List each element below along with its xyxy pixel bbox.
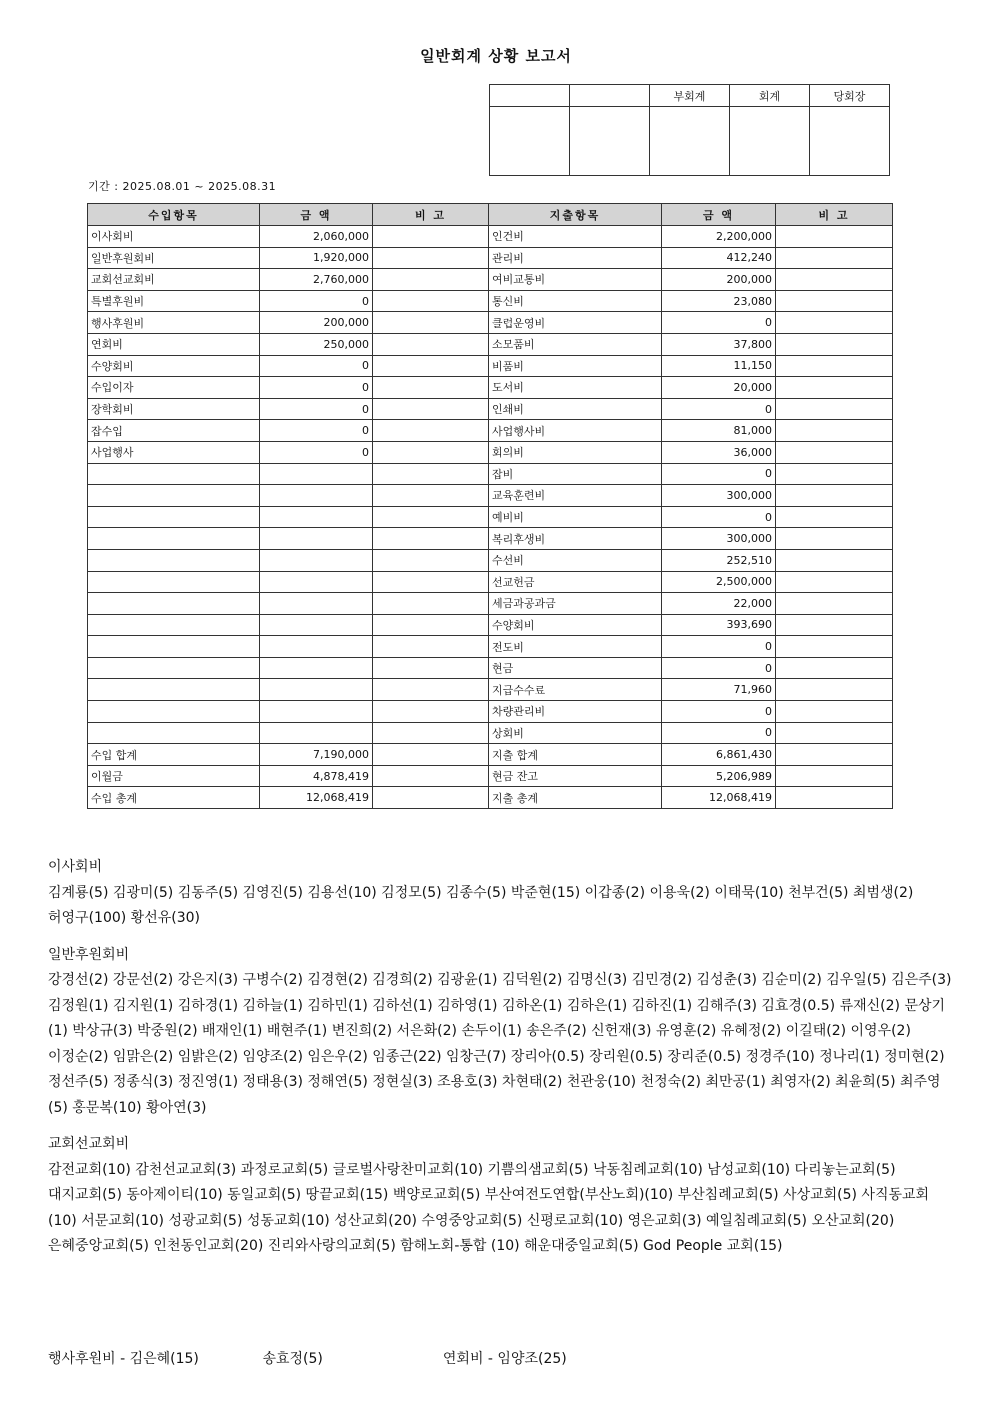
page-title: 일반회계 상황 보고서 bbox=[420, 47, 572, 65]
table-row bbox=[88, 593, 893, 615]
table-row bbox=[88, 333, 893, 355]
income-item: 이월금 bbox=[88, 765, 260, 787]
section-heading: 이사회비 bbox=[48, 859, 103, 875]
table-row bbox=[88, 636, 893, 658]
income-amount: 200,000 bbox=[260, 312, 373, 334]
expense-amount: 6,861,430 bbox=[662, 744, 776, 766]
expense-item: 비품비 bbox=[489, 355, 662, 377]
expense-item: 관리비 bbox=[489, 247, 662, 269]
table-row bbox=[88, 506, 893, 528]
income-amount bbox=[260, 593, 373, 615]
expense-amount: 0 bbox=[662, 657, 776, 679]
ledger-table bbox=[87, 203, 893, 809]
expense-item: 수선비 bbox=[489, 549, 662, 571]
income-amount: 0 bbox=[260, 398, 373, 420]
expense-item: 교육훈련비 bbox=[489, 485, 662, 507]
footer-line bbox=[48, 1348, 567, 1368]
expense-note bbox=[776, 549, 893, 571]
expense-amount: 0 bbox=[662, 312, 776, 334]
income-amount bbox=[260, 614, 373, 636]
expense-amount: 2,500,000 bbox=[662, 571, 776, 593]
expense-item: 인쇄비 bbox=[489, 398, 662, 420]
income-note bbox=[373, 528, 489, 550]
income-item: 특별후원비 bbox=[88, 290, 260, 312]
expense-item: 복리후생비 bbox=[489, 528, 662, 550]
expense-note bbox=[776, 377, 893, 399]
expense-amount: 20,000 bbox=[662, 377, 776, 399]
expense-item: 인건비 bbox=[489, 226, 662, 248]
table-row bbox=[88, 290, 893, 312]
expense-note bbox=[776, 398, 893, 420]
table-row bbox=[88, 549, 893, 571]
income-amount: 250,000 bbox=[260, 333, 373, 355]
expense-amount: 0 bbox=[662, 722, 776, 744]
income-amount bbox=[260, 485, 373, 507]
income-note bbox=[373, 744, 489, 766]
expense-note bbox=[776, 765, 893, 787]
income-item-header: 수입항목 bbox=[88, 204, 260, 226]
income-item bbox=[88, 722, 260, 744]
approval-cell: 회계 bbox=[730, 85, 810, 107]
event-support-note: 행사후원비 - 김은혜(15) bbox=[48, 1351, 199, 1367]
expense-item: 세금과공과금 bbox=[489, 593, 662, 615]
income-item bbox=[88, 485, 260, 507]
income-item: 행사후원비 bbox=[88, 312, 260, 334]
income-item: 수입이자 bbox=[88, 377, 260, 399]
income-note bbox=[373, 312, 489, 334]
income-amount: 0 bbox=[260, 420, 373, 442]
signature-cell bbox=[650, 107, 730, 176]
expense-amount: 81,000 bbox=[662, 420, 776, 442]
income-amount: 0 bbox=[260, 355, 373, 377]
expense-note bbox=[776, 528, 893, 550]
expense-item: 여비교통비 bbox=[489, 269, 662, 291]
income-item bbox=[88, 463, 260, 485]
expense-item: 지출 합계 bbox=[489, 744, 662, 766]
signature-cell bbox=[730, 107, 810, 176]
expense-amount: 37,800 bbox=[662, 333, 776, 355]
expense-note-header: 비 고 bbox=[776, 204, 893, 226]
expense-note bbox=[776, 247, 893, 269]
expense-note bbox=[776, 593, 893, 615]
expense-note bbox=[776, 226, 893, 248]
income-amount: 1,920,000 bbox=[260, 247, 373, 269]
income-item: 수양회비 bbox=[88, 355, 260, 377]
expense-amount: 36,000 bbox=[662, 441, 776, 463]
income-item: 수입 합계 bbox=[88, 744, 260, 766]
expense-amount: 300,000 bbox=[662, 485, 776, 507]
income-note-header: 비 고 bbox=[373, 204, 489, 226]
expense-item: 선교헌금 bbox=[489, 571, 662, 593]
expense-note bbox=[776, 679, 893, 701]
expense-item-header: 지출항목 bbox=[489, 204, 662, 226]
income-item bbox=[88, 701, 260, 723]
expense-note bbox=[776, 744, 893, 766]
expense-amount: 11,150 bbox=[662, 355, 776, 377]
annual-fee-note: 연회비 - 임양조(25) bbox=[442, 1351, 567, 1367]
section-body: 감전교회(10) 감천선교교회(3) 과정로교회(5) 글로벌사랑찬미교회(10) 기쁨의샘교회(5) 낙동침례교회(10) 남성교회(10) 다리놓는교회(5) 대지교회(5) 동아제이티(10) 동일교회(5) 땅끝교회(15) 백양로교회(5) 부산여전도연합(부산노회)(10) 부산침례교회(5) 사상교회(5) 사직동교회(10) 서문교회(10) 성광교회(5) 성동교회(10) 성산교회(20) 수영중앙교회(5) 신평로교회(10) 영은교회(3) 예일침례교회(5) 오산교회(20) 은혜중앙교회(5) 인천동인교회(20) 진리와사랑의교회(5) 함해노회-통합 (10) 해운대중일교회(5) God People 교회(15) bbox=[48, 1161, 930, 1254]
table-row bbox=[88, 377, 893, 399]
expense-note bbox=[776, 506, 893, 528]
signature-cell bbox=[490, 107, 570, 176]
income-note bbox=[373, 571, 489, 593]
income-item: 교회선교회비 bbox=[88, 269, 260, 291]
table-row bbox=[88, 571, 893, 593]
income-note bbox=[373, 420, 489, 442]
income-item: 사업행사 bbox=[88, 441, 260, 463]
expense-note bbox=[776, 787, 893, 809]
income-note bbox=[373, 679, 489, 701]
income-amount: 0 bbox=[260, 377, 373, 399]
income-note bbox=[373, 269, 489, 291]
table-row bbox=[88, 765, 893, 787]
income-amount: 7,190,000 bbox=[260, 744, 373, 766]
approval-cell bbox=[490, 85, 570, 107]
income-item bbox=[88, 549, 260, 571]
table-row bbox=[88, 679, 893, 701]
table-row bbox=[88, 226, 893, 248]
table-row bbox=[88, 657, 893, 679]
expense-item: 클럽운영비 bbox=[489, 312, 662, 334]
expense-note bbox=[776, 312, 893, 334]
expense-note bbox=[776, 571, 893, 593]
table-row bbox=[88, 420, 893, 442]
table-row bbox=[88, 701, 893, 723]
section-heading: 교회선교회비 bbox=[48, 1136, 130, 1152]
income-item bbox=[88, 506, 260, 528]
expense-amount: 71,960 bbox=[662, 679, 776, 701]
expense-amount: 0 bbox=[662, 398, 776, 420]
income-amount bbox=[260, 657, 373, 679]
table-row bbox=[88, 463, 893, 485]
expense-note bbox=[776, 355, 893, 377]
income-amount: 2,060,000 bbox=[260, 226, 373, 248]
expense-note bbox=[776, 485, 893, 507]
expense-amount: 200,000 bbox=[662, 269, 776, 291]
income-amount bbox=[260, 722, 373, 744]
section-general-support bbox=[48, 943, 953, 1122]
expense-amount: 0 bbox=[662, 636, 776, 658]
report-period: 기간 : 2025.08.01 ~ 2025.08.31 bbox=[88, 180, 277, 193]
income-amount: 0 bbox=[260, 290, 373, 312]
income-note bbox=[373, 377, 489, 399]
table-row bbox=[88, 787, 893, 809]
expense-item: 통신비 bbox=[489, 290, 662, 312]
income-note bbox=[373, 722, 489, 744]
income-note bbox=[373, 765, 489, 787]
approval-cell: 당회장 bbox=[810, 85, 890, 107]
income-note bbox=[373, 441, 489, 463]
income-amount bbox=[260, 463, 373, 485]
income-note bbox=[373, 657, 489, 679]
income-note bbox=[373, 787, 489, 809]
income-note bbox=[373, 506, 489, 528]
expense-note bbox=[776, 441, 893, 463]
income-item: 연회비 bbox=[88, 333, 260, 355]
section-body: 강경선(2) 강문선(2) 강은지(3) 구병수(2) 김경현(2) 김경희(2) 김광윤(1) 김덕원(2) 김명신(3) 김민경(2) 김성춘(3) 김순미(2) 김우일(5) 김은주(3) 김정원(1) 김지원(1) 김하경(1) 김하늘(1) 김하민(1) 김하선(1) 김하영(1) 김하온(1) 김하은(1) 김하진(1) 김해주(3) 김효경(0.5) 류재신(2) 문상기(1) 박상규(3) 박중원(2) 배재인(1) 배현주(1) 변진희(2) 서은화(2) 손두이(1) 송은주(2) 신헌재(3) 유영훈(2) 유혜정(2) 이길태(2) 이영우(2) 이정순(2) 임맑은(2) 임밝은(2) 임양조(2) 임은우(2) 임종근(22) 임창근(7) 장리아(0.5) 장리원(0.5) 장리준(0.5) 정경주(10) 정나리(1) 정미현(2) 정선주(5) 정종식(3) 정진영(1) 정태용(3) 정해연(5) 정현실(3) 조용호(3) 차현태(2) 천관웅(10) 천정숙(2) 최만공(1) 최영자(2) 최윤희(5) 최주영(5) 홍문복(10) 황아연(3) bbox=[48, 972, 952, 1116]
expense-amount: 393,690 bbox=[662, 614, 776, 636]
expense-note bbox=[776, 420, 893, 442]
expense-amount: 12,068,419 bbox=[662, 787, 776, 809]
income-note bbox=[373, 485, 489, 507]
table-row bbox=[88, 485, 893, 507]
table-row bbox=[88, 441, 893, 463]
income-item bbox=[88, 614, 260, 636]
expense-item: 지출 총계 bbox=[489, 787, 662, 809]
signature-cell bbox=[570, 107, 650, 176]
expense-item: 도서비 bbox=[489, 377, 662, 399]
expense-amount-header: 금 액 bbox=[662, 204, 776, 226]
expense-item: 소모품비 bbox=[489, 333, 662, 355]
expense-note bbox=[776, 463, 893, 485]
event-support-note-2: 송효정(5) bbox=[262, 1351, 323, 1367]
expense-note bbox=[776, 333, 893, 355]
table-row bbox=[88, 247, 893, 269]
table-row bbox=[88, 398, 893, 420]
income-item bbox=[88, 528, 260, 550]
income-amount bbox=[260, 549, 373, 571]
expense-note bbox=[776, 636, 893, 658]
expense-item: 회의비 bbox=[489, 441, 662, 463]
table-row bbox=[88, 269, 893, 291]
expense-note bbox=[776, 614, 893, 636]
table-row bbox=[88, 355, 893, 377]
income-note bbox=[373, 549, 489, 571]
income-note bbox=[373, 636, 489, 658]
expense-amount: 22,000 bbox=[662, 593, 776, 615]
expense-amount: 0 bbox=[662, 463, 776, 485]
expense-note bbox=[776, 701, 893, 723]
approval-cell bbox=[570, 85, 650, 107]
expense-amount: 2,200,000 bbox=[662, 226, 776, 248]
expense-item: 지급수수료 bbox=[489, 679, 662, 701]
income-note bbox=[373, 247, 489, 269]
income-item: 일반후원회비 bbox=[88, 247, 260, 269]
table-row bbox=[88, 722, 893, 744]
signature-cell bbox=[810, 107, 890, 176]
income-amount bbox=[260, 528, 373, 550]
expense-item: 전도비 bbox=[489, 636, 662, 658]
expense-note bbox=[776, 290, 893, 312]
income-amount-header: 금 액 bbox=[260, 204, 373, 226]
expense-note bbox=[776, 269, 893, 291]
section-body: 김계룡(5) 김광미(5) 김동주(5) 김영진(5) 김용선(10) 김정모(5) 김종수(5) 박준현(15) 이갑종(2) 이용욱(2) 이태묵(10) 천부건(5) 최범생(2) 허영구(100) 황선유(30) bbox=[48, 884, 914, 926]
expense-item: 사업행사비 bbox=[489, 420, 662, 442]
approval-box bbox=[489, 84, 890, 176]
income-item: 장학회비 bbox=[88, 398, 260, 420]
income-note bbox=[373, 398, 489, 420]
income-amount: 12,068,419 bbox=[260, 787, 373, 809]
table-row bbox=[88, 614, 893, 636]
expense-item: 잡비 bbox=[489, 463, 662, 485]
income-amount bbox=[260, 506, 373, 528]
section-heading: 일반후원회비 bbox=[48, 946, 130, 963]
income-amount bbox=[260, 701, 373, 723]
expense-item: 수양회비 bbox=[489, 614, 662, 636]
income-note bbox=[373, 593, 489, 615]
income-amount: 4,878,419 bbox=[260, 765, 373, 787]
expense-item: 현금 bbox=[489, 657, 662, 679]
income-amount bbox=[260, 679, 373, 701]
income-item bbox=[88, 657, 260, 679]
income-item: 잡수입 bbox=[88, 420, 260, 442]
income-amount bbox=[260, 571, 373, 593]
income-item bbox=[88, 571, 260, 593]
expense-amount: 300,000 bbox=[662, 528, 776, 550]
income-item bbox=[88, 593, 260, 615]
table-row bbox=[88, 312, 893, 334]
income-note bbox=[373, 463, 489, 485]
expense-amount: 0 bbox=[662, 701, 776, 723]
expense-item: 차량관리비 bbox=[489, 701, 662, 723]
expense-item: 현금 잔고 bbox=[489, 765, 662, 787]
income-note bbox=[373, 614, 489, 636]
expense-amount: 252,510 bbox=[662, 549, 776, 571]
table-row bbox=[88, 744, 893, 766]
income-note bbox=[373, 333, 489, 355]
income-note bbox=[373, 355, 489, 377]
income-note bbox=[373, 226, 489, 248]
expense-item: 상회비 bbox=[489, 722, 662, 744]
expense-note bbox=[776, 657, 893, 679]
table-row bbox=[88, 528, 893, 550]
ledger-header-row bbox=[88, 204, 893, 226]
expense-amount: 23,080 bbox=[662, 290, 776, 312]
expense-item: 예비비 bbox=[489, 506, 662, 528]
income-item bbox=[88, 636, 260, 658]
expense-amount: 5,206,989 bbox=[662, 765, 776, 787]
donor-notes bbox=[48, 855, 953, 1271]
income-item: 이사회비 bbox=[88, 226, 260, 248]
expense-note bbox=[776, 722, 893, 744]
income-amount: 0 bbox=[260, 441, 373, 463]
expense-amount: 412,240 bbox=[662, 247, 776, 269]
approval-cell: 부회계 bbox=[650, 85, 730, 107]
income-amount: 2,760,000 bbox=[260, 269, 373, 291]
income-item: 수입 총계 bbox=[88, 787, 260, 809]
expense-amount: 0 bbox=[662, 506, 776, 528]
income-note bbox=[373, 701, 489, 723]
income-note bbox=[373, 290, 489, 312]
section-church-mission bbox=[48, 1132, 953, 1260]
income-item bbox=[88, 679, 260, 701]
income-amount bbox=[260, 636, 373, 658]
section-board-fees bbox=[48, 855, 953, 932]
